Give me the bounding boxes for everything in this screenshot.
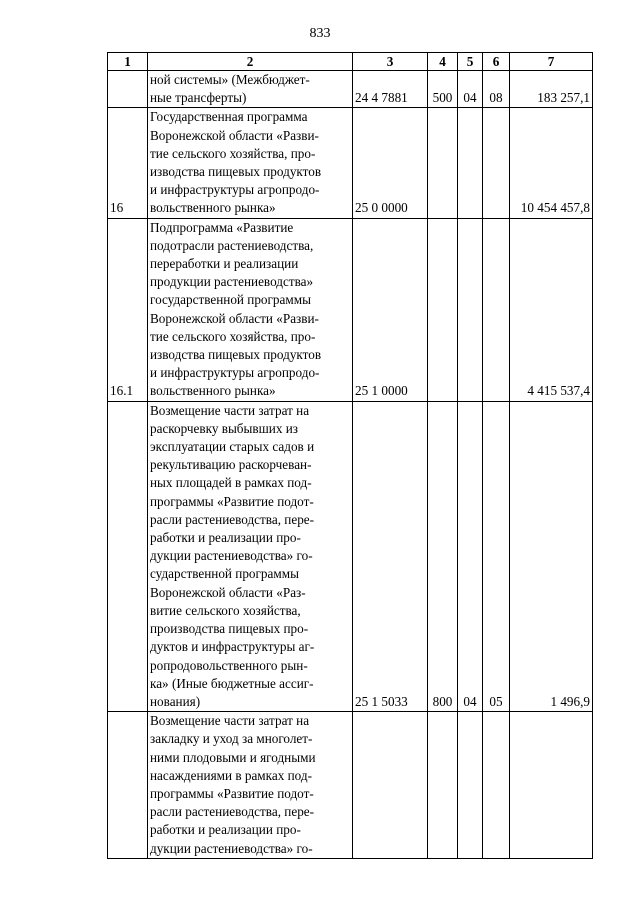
budget-table xyxy=(107,52,593,859)
subsection-cell xyxy=(483,712,510,859)
table-row xyxy=(108,108,593,218)
amount-cell: 183 257,1 xyxy=(510,71,593,108)
item-name-line: вольственного рынка» xyxy=(150,200,276,216)
section-cell xyxy=(458,108,483,218)
item-name-line: ных площадей в рамках под- xyxy=(150,475,312,491)
target-code-cell: 25 0 0000 xyxy=(353,108,428,218)
target-code-cell xyxy=(353,712,428,859)
table-row xyxy=(108,71,593,108)
row-number-cell: 16 xyxy=(108,108,148,218)
item-name-line: дукции растениеводства» го- xyxy=(150,840,313,856)
item-name-line: продукции растениеводства» xyxy=(150,274,314,290)
item-name-line: Воронежской области «Разви- xyxy=(150,127,319,143)
section-cell xyxy=(458,218,483,401)
expense-type-cell: 800 xyxy=(428,401,458,711)
item-name-line: Государственная программа xyxy=(150,109,308,125)
subsection-cell: 08 xyxy=(483,71,510,108)
column-header: 5 xyxy=(458,53,483,71)
item-name-cell xyxy=(148,108,353,218)
item-name-line: изводства пищевых продуктов xyxy=(150,164,322,180)
item-name-line: работки и реализации про- xyxy=(150,822,301,838)
item-name-line: ропродовольственного рын- xyxy=(150,657,308,673)
item-name-line: программы «Развитие подот- xyxy=(150,785,314,801)
amount-cell: 4 415 537,4 xyxy=(510,218,593,401)
table-row xyxy=(108,401,593,711)
item-name-cell xyxy=(148,401,353,711)
item-name-line: вольственного рынка» xyxy=(150,383,276,399)
item-name-line: тие сельского хозяйства, про- xyxy=(150,328,316,344)
item-name-line: эксплуатации старых садов и xyxy=(150,439,315,455)
row-number-cell xyxy=(108,401,148,711)
item-name-line: закладку и уход за многолет- xyxy=(150,731,313,747)
column-header: 4 xyxy=(428,53,458,71)
item-name-line: тие сельского хозяйства, про- xyxy=(150,145,316,161)
item-name-line: Возмещение части затрат на xyxy=(150,713,310,729)
item-name-line: ка» (Иные бюджетные ассиг- xyxy=(150,675,314,691)
item-name-line: Подпрограмма «Развитие xyxy=(150,219,294,235)
item-name-line: и инфраструктуры агропродо- xyxy=(150,365,320,381)
item-name-line: переработки и реализации xyxy=(150,256,299,272)
expense-type-cell xyxy=(428,712,458,859)
item-name-line: насаждениями в рамках под- xyxy=(150,767,312,783)
header-row xyxy=(108,53,593,71)
item-name-line: Воронежской области «Разви- xyxy=(150,310,319,326)
row-number-cell: 16.1 xyxy=(108,218,148,401)
item-name-cell xyxy=(148,218,353,401)
item-name-line: программы «Развитие подот- xyxy=(150,493,314,509)
table-row xyxy=(108,218,593,401)
subsection-cell: 05 xyxy=(483,401,510,711)
item-name-cell xyxy=(148,712,353,859)
row-number-cell xyxy=(108,712,148,859)
page-number: 833 xyxy=(309,26,331,41)
item-name-line: раскорчевку выбывших из xyxy=(150,420,298,436)
section-cell: 04 xyxy=(458,401,483,711)
item-name-line: изводства пищевых продуктов xyxy=(150,347,322,363)
column-header: 3 xyxy=(353,53,428,71)
item-name-line: подотрасли растениеводства, xyxy=(150,237,314,253)
item-name-line: расли растениеводства, пере- xyxy=(150,804,315,820)
column-header: 7 xyxy=(510,53,593,71)
item-name-cell xyxy=(148,71,353,108)
target-code-cell: 25 1 5033 xyxy=(353,401,428,711)
amount-cell: 1 496,9 xyxy=(510,401,593,711)
expense-type-cell xyxy=(428,108,458,218)
item-name-line: Воронежской области «Раз- xyxy=(150,584,306,600)
expense-type-cell xyxy=(428,218,458,401)
table-row xyxy=(108,712,593,859)
item-name-line: сударственной программы xyxy=(150,566,299,582)
item-name-line: ними плодовыми и ягодными xyxy=(150,749,316,765)
subsection-cell xyxy=(483,218,510,401)
amount-cell: 10 454 457,8 xyxy=(510,108,593,218)
item-name-line: дуктов и инфраструктуры аг- xyxy=(150,639,315,655)
item-name-line: работки и реализации про- xyxy=(150,530,301,546)
item-name-line: и инфраструктуры агропродо- xyxy=(150,182,320,198)
amount-cell xyxy=(510,712,593,859)
item-name-line: витие сельского хозяйства, xyxy=(150,602,301,618)
item-name-line: государственной программы xyxy=(150,292,311,308)
item-name-line: рекультивацию раскорчеван- xyxy=(150,457,312,473)
target-code-cell: 25 1 0000 xyxy=(353,218,428,401)
item-name-line: Возмещение части затрат на xyxy=(150,402,310,418)
column-header: 6 xyxy=(483,53,510,71)
column-header: 1 xyxy=(108,53,148,71)
item-name-line: ные трансферты) xyxy=(150,90,247,106)
item-name-line: дукции растениеводства» го- xyxy=(150,548,313,564)
target-code-cell: 24 4 7881 xyxy=(353,71,428,108)
section-cell xyxy=(458,712,483,859)
item-name-line: ной системы» (Межбюджет- xyxy=(150,72,310,87)
row-number-cell xyxy=(108,71,148,108)
column-header: 2 xyxy=(148,53,353,71)
item-name-line: производства пищевых про- xyxy=(150,621,309,637)
section-cell: 04 xyxy=(458,71,483,108)
item-name-line: нования) xyxy=(150,693,201,709)
expense-type-cell: 500 xyxy=(428,71,458,108)
subsection-cell xyxy=(483,108,510,218)
item-name-line: расли растениеводства, пере- xyxy=(150,511,315,527)
